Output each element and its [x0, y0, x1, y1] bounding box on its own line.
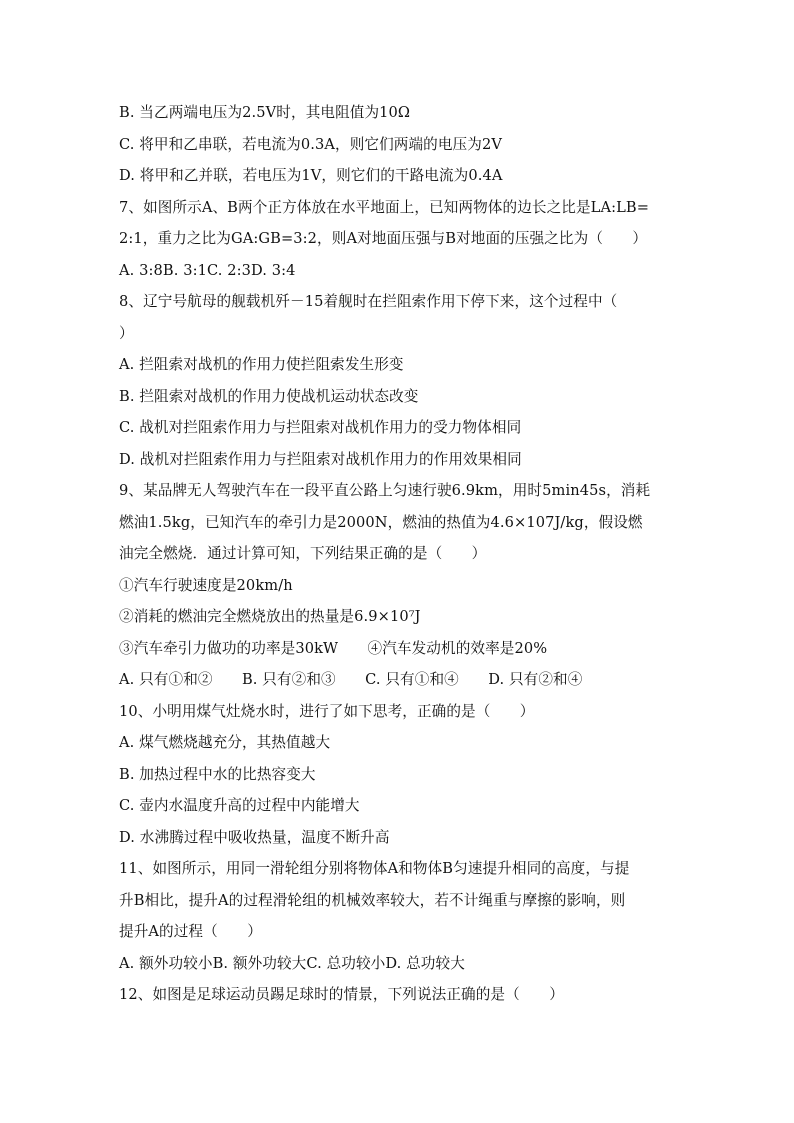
question-10-stem: 10、小明用煤气灶烧水时，进行了如下思考，正确的是（ ） [119, 702, 535, 720]
question-10-option-c: C. 壶内水温度升高的过程中内能增大 [119, 797, 360, 814]
question-11-options: A. 额外功较小B. 额外功较大C. 总功较小D. 总功较大 [119, 954, 465, 972]
question-8-option-a: A. 拦阻索对战机的作用力使拦阻索发生形变 [119, 356, 404, 373]
question-10-option-d: D. 水沸腾过程中吸收热量，温度不断升高 [119, 828, 390, 846]
question-7-line-2: 2:1，重力之比为GA:GB=3:2，则A对地面压强与B对地面的压强之比为（ ） [119, 230, 648, 247]
question-7-line-1: 7、如图所示A、B两个正方体放在水平地面上，已知两物体的边长之比是LA:LB= [119, 198, 650, 216]
question-8-option-c: C. 战机对拦阻索作用力与拦阻索对战机作用力的受力物体相同 [119, 419, 522, 436]
question-7-options: A. 3:8B. 3:1C. 2:3D. 3:4 [119, 261, 296, 279]
question-9-options: A. 只有①和② B. 只有②和③ C. 只有①和④ D. 只有②和④ [119, 671, 583, 688]
question-10-option-b: B. 加热过程中水的比热容变大 [119, 765, 316, 783]
question-10-option-a: A. 煤气燃烧越充分，其热值越大 [119, 734, 331, 751]
question-9-line-1: 9、某品牌无人驾驶汽车在一段平直公路上匀速行驶6.9km，用时5min45s，消耗 [119, 482, 651, 499]
question-11-line-3: 提升A的过程（ ） [119, 923, 262, 940]
question-9-line-2: 燃油1.5kg，已知汽车的牵引力是2000N，燃油的热值为4.6×107J/kg，假设燃 [119, 513, 643, 531]
question-11-line-2: 升B相比，提升A的过程滑轮组的机械效率较大，若不计绳重与摩擦的影响，则 [119, 891, 626, 909]
option-b-resistance: B. 当乙两端电压为2.5V时，其电阻值为10Ω [119, 104, 411, 121]
question-12-stem: 12、如图是足球运动员踢足球时的情景，下列说法正确的是（ ） [119, 986, 564, 1003]
question-8-option-d: D. 战机对拦阻索作用力与拦阻索对战机作用力的作用效果相同 [119, 450, 522, 468]
question-8-option-b: B. 拦阻索对战机的作用力使战机运动状态改变 [119, 387, 419, 405]
question-9-statement-1: ①汽车行驶速度是20km/h [119, 576, 293, 594]
question-9-statement-3-4: ③汽车牵引力做功的功率是30kW ④汽车发动机的效率是20% [119, 639, 548, 657]
question-9-line-3: 油完全燃烧．通过计算可知，下列结果正确的是（ ） [119, 545, 487, 562]
question-8-line-2: ） [119, 324, 134, 342]
option-c-series: C. 将甲和乙串联，若电流为0.3A，则它们两端的电压为2V [119, 135, 502, 153]
question-9-statement-2: ②消耗的燃油完全燃烧放出的热量是6.9×10⁷J [119, 608, 421, 625]
question-text-block [119, 97, 679, 1011]
question-8-line-1: 8、辽宁号航母的舰载机歼－15着舰时在拦阻索作用下停下来，这个过程中（ [119, 293, 618, 310]
option-d-parallel: D. 将甲和乙并联，若电压为1V，则它们的干路电流为0.4A [119, 167, 503, 184]
question-11-line-1: 11、如图所示，用同一滑轮组分别将物体A和物体B匀速提升相同的高度，与提 [119, 860, 630, 877]
